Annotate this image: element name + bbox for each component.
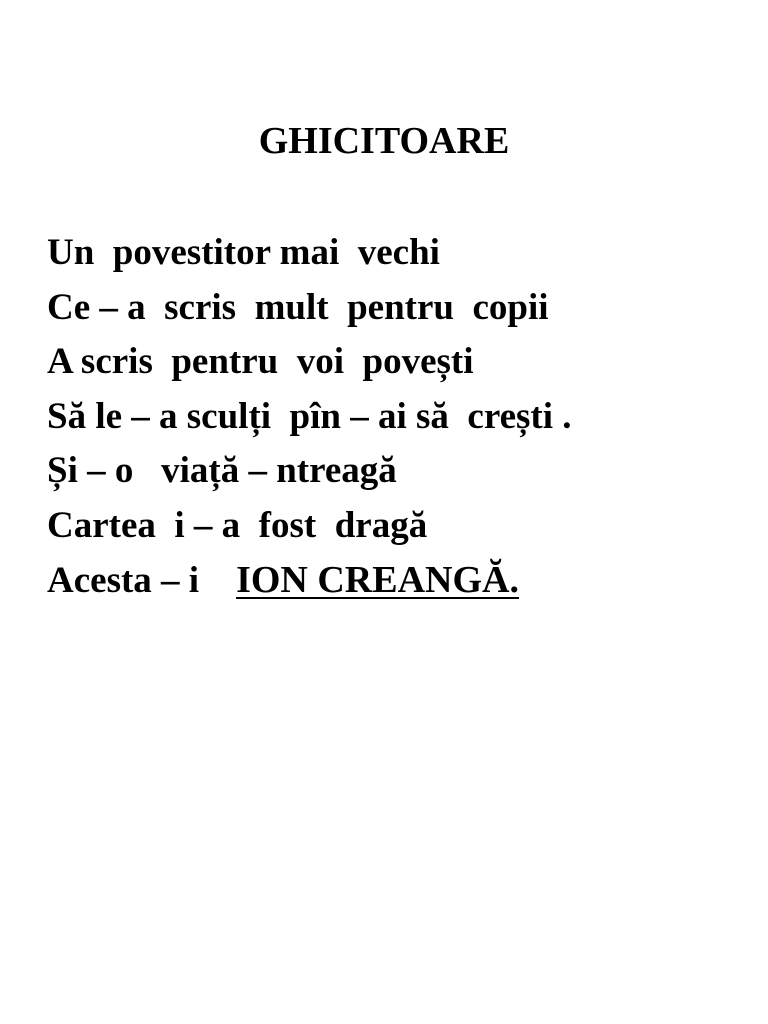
poem-last-line [47,553,572,608]
poem-line: Cartea i – a fost dragă [47,504,428,546]
page-title: GHICITOARE [258,120,510,162]
riddle-answer: ION CREANGĂ. [236,559,519,601]
poem-line: Și – o viață – ntreagă [47,450,397,491]
poem-line: Un povestitor mai vechi [47,232,440,273]
riddle-poem [47,226,572,608]
last-line-prefix: Acesta – i [47,560,237,601]
poem-line: Să le – a sculți pîn – ai să crești . [47,395,572,437]
poem-line: Ce – a scris mult pentru copii [47,286,549,328]
poem-line: A scris pentru voi povești [47,341,474,382]
